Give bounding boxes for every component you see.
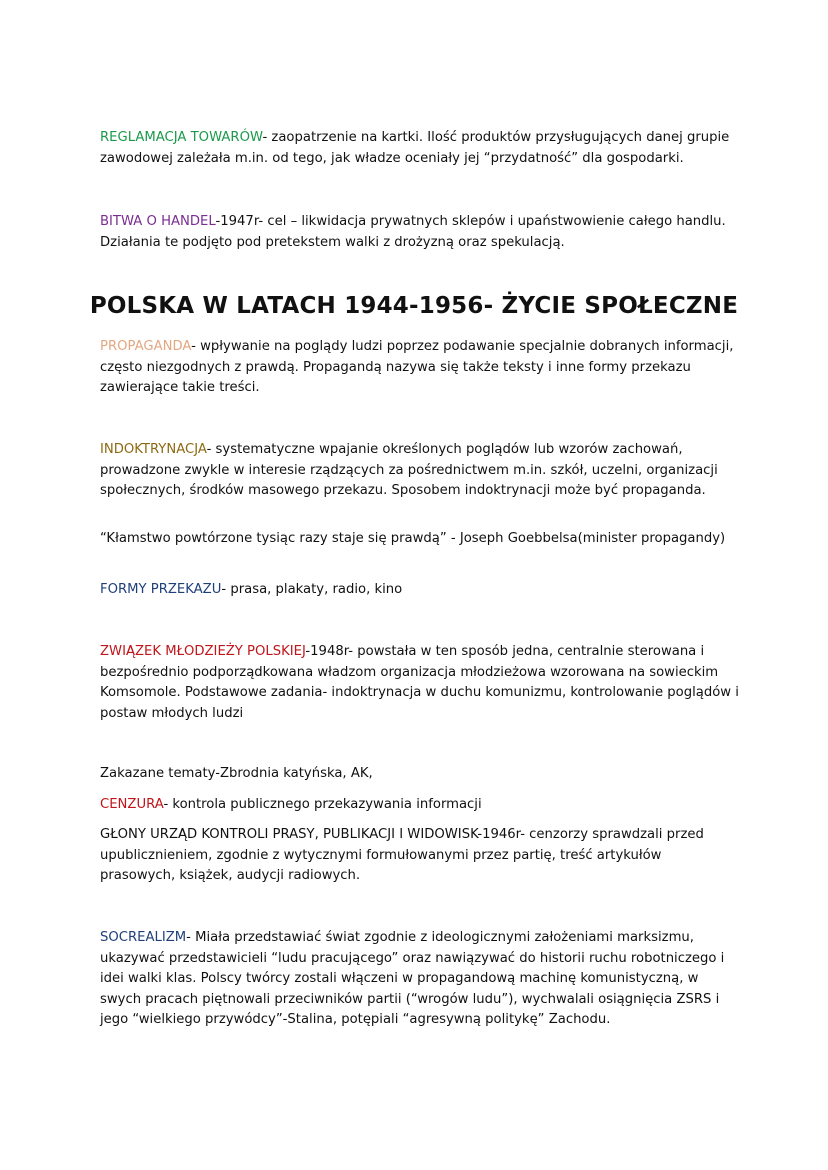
paragraph-zakazane-tematy: Zakazane tematy-Zbrodnia katyńska, AK,: [100, 766, 373, 781]
paragraph-zmp: [100, 642, 740, 724]
paragraph-indoktrynacja: [100, 440, 740, 502]
term-reglamacja: REGLAMACJA TOWARÓW: [100, 130, 263, 145]
paragraph-socrealizm: [100, 928, 740, 1031]
term-propaganda: PROPAGANDA: [100, 339, 192, 354]
term-bitwa-o-handel: BITWA O HANDEL: [100, 214, 216, 229]
quote-goebbels: “Kłamstwo powtórzone tysiąc razy staje się prawdą” - Joseph Goebbelsa(minister propagandy): [100, 531, 726, 546]
paragraph-formy-przekazu: [100, 580, 740, 601]
paragraph-cenzura: [100, 795, 740, 816]
term-indoktrynacja: INDOKTRYNACJA: [100, 442, 207, 457]
definition-formy-przekazu: - prasa, plakaty, radio, kino: [221, 582, 403, 597]
definition-zmp: -1948r- powstała w ten sposób jedna, centralnie sterowana i bezpośrednio podporządkowana władzom organizacja młodzieżowa wzorowana na sowieckim Komsomole. Podstawowe zadania- indoktrynacja w duchu komunizmu, kontrolowanie poglądów i postaw młodych ludzi: [100, 644, 739, 721]
paragraph-bitwa-o-handel: [100, 212, 740, 253]
term-socrealizm: SOCREALIZM: [100, 930, 187, 945]
paragraph-gukp: GŁONY URZĄD KONTROLI PRASY, PUBLIKACJI I WIDOWISK-1946r- cenzorzy sprawdzali przed upublicznieniem, zgodnie z wytycznymi formułowanymi przez partię, treść artykułów prasowych, książek, audycji radiowych.: [100, 827, 704, 884]
paragraph-propaganda: [100, 337, 740, 399]
definition-indoktrynacja: - systematyczne wpajanie określonych poglądów lub wzorów zachowań, prowadzone zwykle w interesie rządzących za pośrednictwem m.in. szkół, uczelni, organizacji społecznych, środków masowego przekazu. Sposobem indoktrynacji może być propaganda.: [100, 442, 718, 499]
page-title: POLSKA W LATACH 1944-1956- ŻYCIE SPOŁECZNE: [89, 293, 739, 319]
definition-propaganda: - wpływanie na poglądy ludzi poprzez podawanie specjalnie dobranych informacji, często niezgodnych z prawdą. Propagandą nazywa się także teksty i inne formy przekazu zawierające takie treści.: [100, 339, 734, 396]
term-formy-przekazu: FORMY PRZEKAZU: [100, 582, 222, 597]
definition-cenzura: - kontrola publicznego przekazywania informacji: [163, 797, 482, 812]
term-zmp: ZWIĄZEK MŁODZIEŻY POLSKIEJ: [100, 644, 306, 659]
paragraph-reglamacja: [100, 128, 740, 169]
definition-socrealizm: - Miała przedstawiać świat zgodnie z ideologicznymi założeniami marksizmu, ukazywać przedstawicieli “ludu pracującego” oraz nawiązywać do historii ruchu robotniczego i idei walki klas. Polscy twórcy zostali włączeni w propagandową machinę komunistyczną, w swych pracach piętnowali przeciwników partii (“wrogów ludu”), wychwalali osiągnięcia ZSRS i jego “wielkiego przywódcy”-Stalina, potępiali “agresywną politykę” Zachodu.: [100, 930, 725, 1028]
term-cenzura: CENZURA: [100, 797, 164, 812]
definition-reglamacja: - zaopatrzenie na kartki. Ilość produktów przysługujących danej grupie zawodowej zależała m.in. od tego, jak władze oceniały jej “przydatność” dla gospodarki.: [100, 130, 730, 166]
definition-bitwa-o-handel: -1947r- cel – likwidacja prywatnych sklepów i upaństwowienie całego handlu. Działania te podjęto pod pretekstem walki z drożyzną oraz spekulacją.: [100, 214, 726, 250]
